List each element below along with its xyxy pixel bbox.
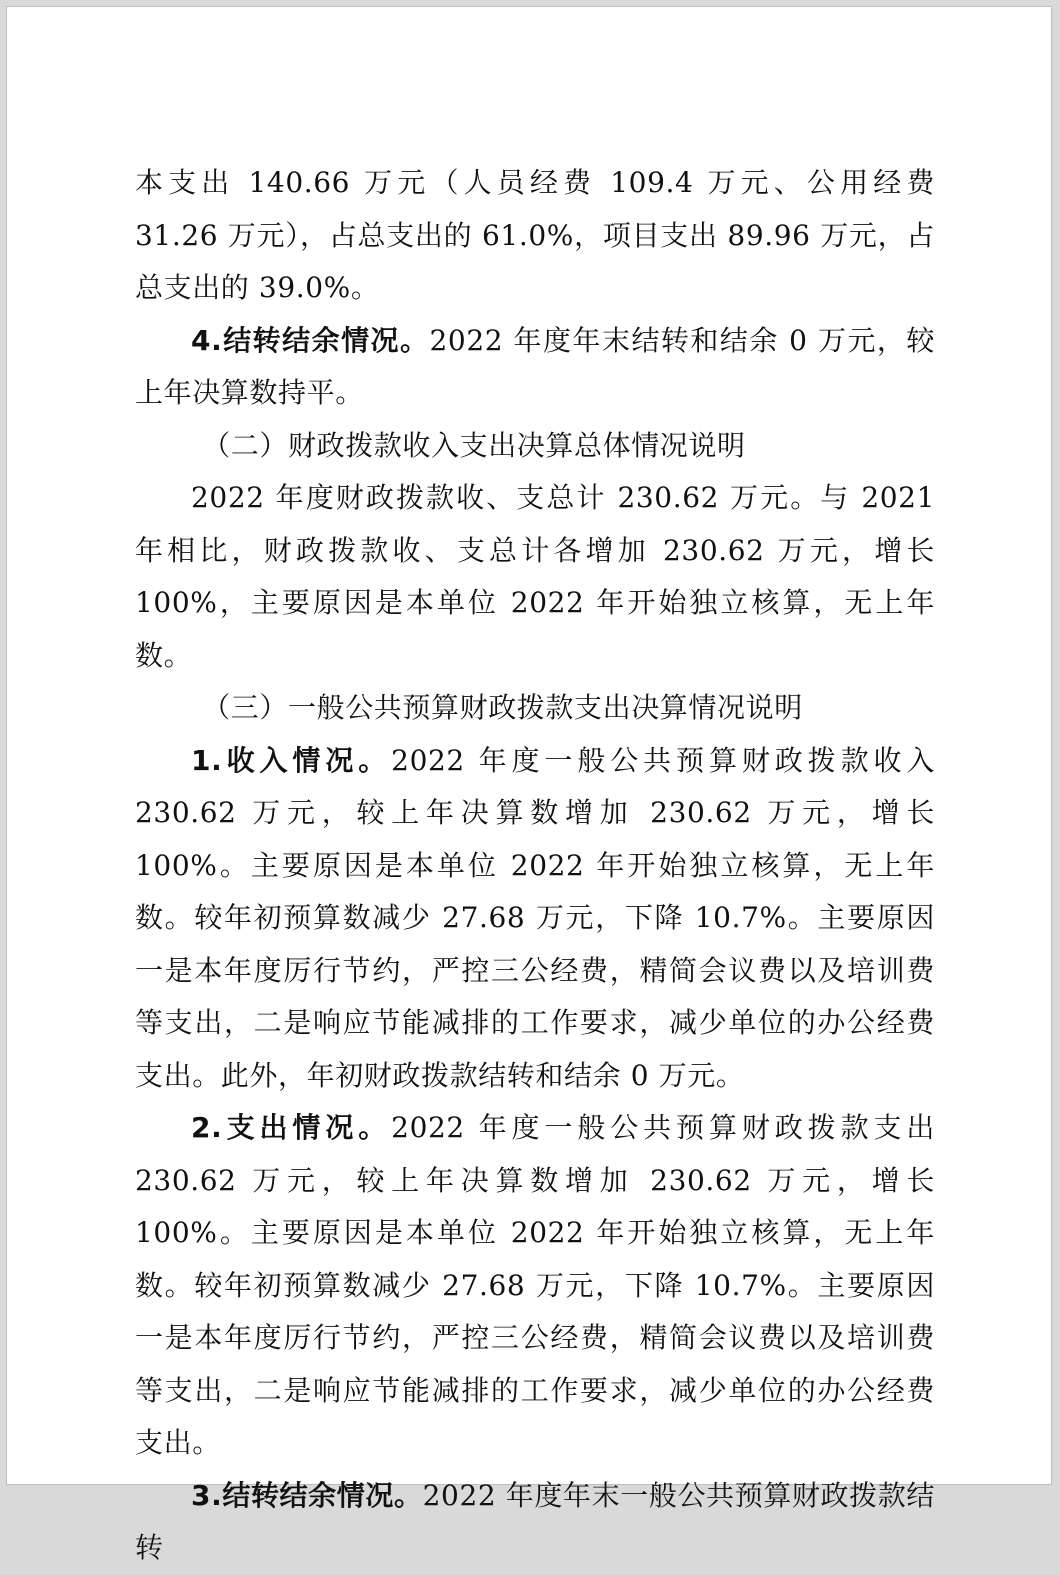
paragraph-lead: 2.支出情况。	[191, 1111, 392, 1144]
paragraph-lead: 3.结转结余情况。	[191, 1478, 423, 1512]
paragraph-basic-expenditure	[135, 157, 935, 315]
paragraph-lead: 4.结转结余情况。	[191, 323, 430, 357]
paragraph-expenditure	[135, 1102, 935, 1470]
document-page	[6, 6, 1052, 1564]
paragraph-fiscal-overview	[135, 472, 935, 682]
paragraph-text: 2022 年度财政拨款收、支总计 230.62 万元。与 2021 年相比，财政拨款收、支总计各增加 230.62 万元，增长 100%，主要原因是本单位 2022 年开始独立核算，无上年数。	[135, 481, 935, 672]
paragraph-income	[135, 735, 935, 1103]
heading-text: （二）财政拨款收入支出决算总体情况说明	[202, 428, 746, 462]
paragraph-text: 2022 年度年末结转和结余 0 万元，较上年决算数持平。	[135, 323, 935, 409]
heading-text: （三）一般公共预算财政拨款支出决算情况说明	[202, 691, 803, 724]
document-body	[135, 157, 935, 1575]
paragraph-text: 本支出 140.66 万元（人员经费 109.4 万元、公用经费 31.26 万元），占总支出的 61.0%，项目支出 89.96 万元，占总支出的 39.0%。	[135, 166, 935, 304]
paragraph-text: 2022 年度一般公共预算财政拨款支出 230.62 万元，较上年决算数增加 230.62 万元，增长 100%。主要原因是本单位 2022 年开始独立核算，无上年数。较年初预算数减少 27.68 万元，下降 10.7%。主要原因一是本年度厉行节约，严控三公经费，精简会议费以及培训费等支出，二是响应节能减排的工作要求，减少单位的办公经费支出。	[135, 1111, 935, 1459]
paragraph-lead: 1.收入情况。	[191, 743, 392, 777]
section-heading-general-budget	[135, 682, 935, 735]
paragraph-general-carryover	[135, 1470, 935, 1575]
paragraph-text: 2022 年度年末一般公共预算财政拨款结转	[135, 1478, 935, 1564]
paragraph-carryover-balance	[135, 315, 935, 420]
paragraph-text: 2022 年度一般公共预算财政拨款收入 230.62 万元，较上年决算数增加 230.62 万元，增长 100%。主要原因是本单位 2022 年开始独立核算，无上年数。较年初预算数减少 27.68 万元，下降 10.7%。主要原因一是本年度厉行节约，严控三公经费，精简会议费以及培训费等支出，二是响应节能减排的工作要求，减少单位的办公经费支出。此外，年初财政拨款结转和结余 0 万元。	[135, 743, 935, 1092]
section-heading-fiscal-overview	[135, 420, 935, 473]
